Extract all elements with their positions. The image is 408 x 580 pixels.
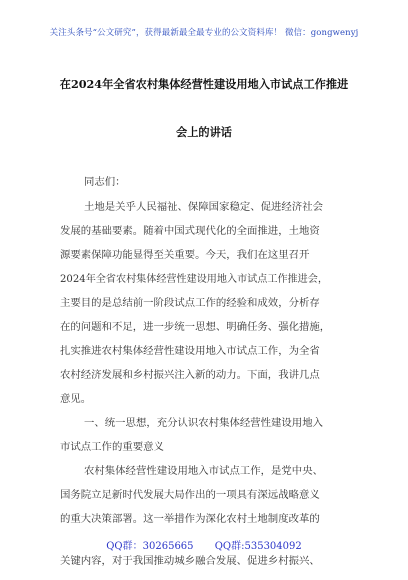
body-line: 2024年全省农村集体经营性建设用地入市试点工作推进会， xyxy=(60,274,328,285)
qq-group-2: QQ群:535304092 xyxy=(214,541,302,552)
section-heading-line: 一、统一思想，充分认识农村集体经营性建设用地入 xyxy=(84,417,323,429)
header-banner: 关注头条号“公文研究”，获得最新最全最专业的公文资料库！ 微信：gongwenyj xyxy=(49,28,359,38)
body-line: 关键内容，对于我国推动城乡融合发展、促进乡村振兴、 xyxy=(60,555,320,567)
section-heading-line: 市试点工作的重要意义 xyxy=(60,441,164,453)
body-line: 主要目的是总结前一阶段试点工作的经验和成效，分析存 xyxy=(60,297,320,309)
document-title-line-1: 在2024年全省农村集体经营性建设用地入市试点工作推进 xyxy=(59,77,349,91)
body-line: 的重大决策部署。这一举措作为深化农村土地制度改革的 xyxy=(60,513,320,525)
body-line: 源要素保障功能显得至关重要。今天，我们在这里召开 xyxy=(60,249,310,261)
body-line: 农村集体经营性建设用地入市试点工作，是党中央、 xyxy=(84,465,323,477)
salutation: 同志们： xyxy=(84,176,126,188)
footer-contact xyxy=(0,537,408,552)
body-line: 土地是关乎人民福祉、保障国家稳定、促进经济社会 xyxy=(84,201,323,213)
document-title-line-2: 会上的讲话 xyxy=(176,125,232,139)
body-line: 意见。 xyxy=(60,393,92,405)
body-line: 农村经济发展和乡村振兴注入新的动力。下面，我讲几点 xyxy=(60,369,320,381)
body-line: 国务院立足新时代发展大局作出的一项具有深远战略意义 xyxy=(60,489,320,501)
body-line: 扎实推进农村集体经营性建设用地入市试点工作，为全省 xyxy=(60,345,320,357)
body-line: 发展的基础要素。随着中国式现代化的全面推进，土地资 xyxy=(60,225,320,237)
body-line: 在的问题和不足，进一步统一思想、明确任务、强化措施， xyxy=(60,321,331,333)
qq-group-1: QQ群：30265665 xyxy=(106,541,194,552)
